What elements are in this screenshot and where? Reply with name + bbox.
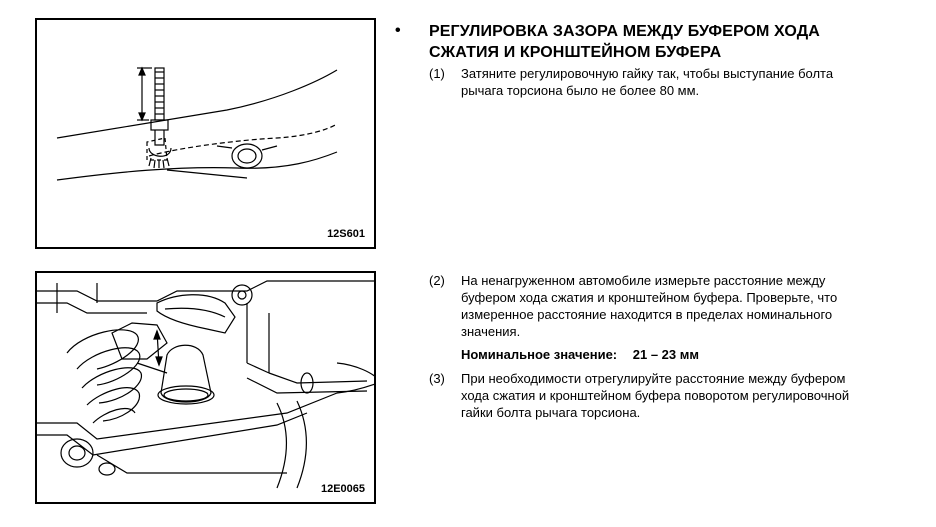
step-text [461, 272, 926, 340]
spec-value: 21 – 23 мм [632, 347, 699, 362]
figure-code: 12S601 [327, 228, 365, 240]
step-number: (1) [429, 66, 445, 81]
section-heading [429, 21, 909, 63]
spec-label: Номинальное значение: [461, 347, 618, 362]
step-number: (3) [429, 371, 445, 386]
step-line: Затяните регулировочную гайку так, чтобы выступание болта [461, 66, 834, 81]
step-line: значения. [461, 324, 521, 339]
figure-code: 12E0065 [320, 483, 365, 495]
step-text [461, 65, 926, 99]
step-text [461, 370, 926, 421]
figure-bump-stopper [35, 271, 376, 504]
step-line: рычага торсиона было не более 80 мм. [461, 83, 700, 98]
nominal-value [461, 347, 699, 362]
step-line: буфером хода сжатия и кронштейном буфера. Проверьте, что [461, 290, 838, 305]
step-line: измеренное расстояние находится в пределах номинального [461, 307, 833, 322]
heading-bullet: • [395, 22, 401, 39]
heading-line: РЕГУЛИРОВКА ЗАЗОРА МЕЖДУ БУФЕРОМ ХОДА [429, 23, 820, 40]
step-line: хода сжатия и кронштейном буфера поворотом регулировочной [461, 388, 850, 403]
bump-stopper-diagram-icon [37, 273, 376, 504]
step-line: гайки болта рычага торсиона. [461, 405, 641, 420]
torsion-bar-bolt-diagram-icon [37, 20, 376, 249]
heading-line: СЖАТИЯ И КРОНШТЕЙНОМ БУФЕРА [429, 44, 722, 61]
step-number: (2) [429, 273, 445, 288]
step-line: На ненагруженном автомобиле измерьте расстояние между [461, 273, 826, 288]
figure-torsion-bolt [35, 18, 376, 249]
step-line: При необходимости отрегулируйте расстояние между буфером [461, 371, 846, 386]
